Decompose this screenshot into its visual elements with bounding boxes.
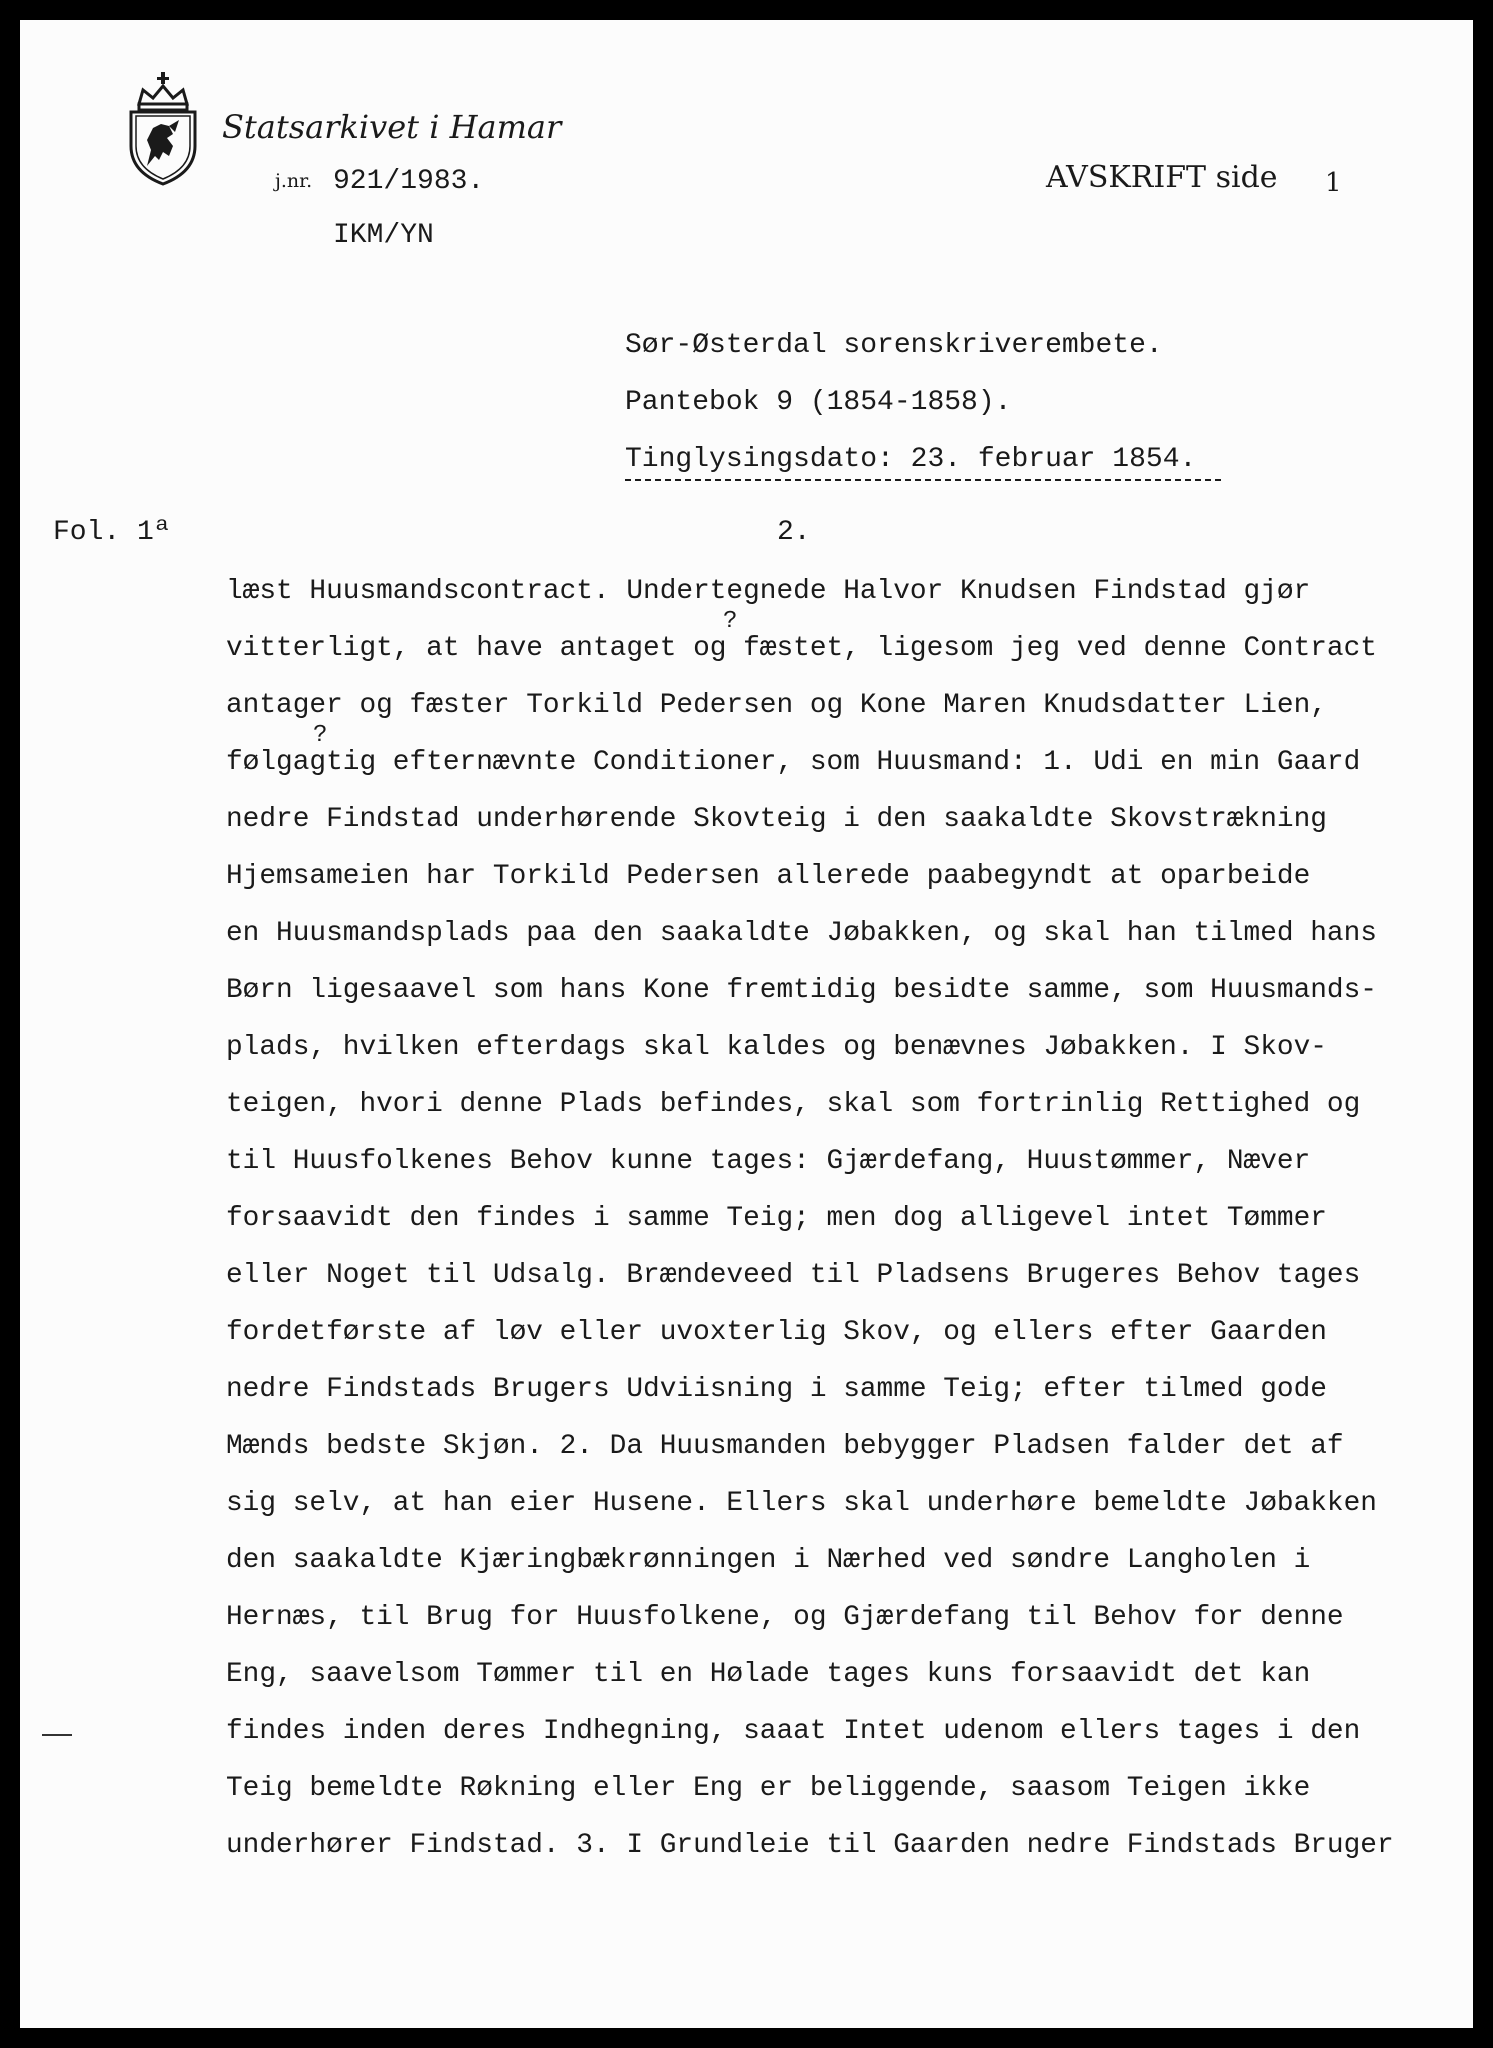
body-line: Teig bemeldte Røkning eller Eng er beliggende, saasom Teigen ikke	[226, 1773, 1311, 1804]
journal-number-label: j.nr.	[275, 170, 313, 192]
body-line: plads, hvilken efterdags skal kaldes og benævnes Jøbakken. I Skov-	[226, 1032, 1327, 1063]
body-line: Børn ligesaavel som hans Kone fremtidig besidte samme, som Huusmands-	[226, 975, 1377, 1006]
body-line: nedre Findstad underhørende Skovteig i den saakaldte Skovstrækning	[226, 804, 1327, 835]
body-line: følgagtig efternævnte Conditioner, som Huusmand: 1. Udi en min Gaard	[226, 747, 1361, 778]
body-line: teigen, hvori denne Plads befindes, skal som fortrinlig Rettighed og	[226, 1089, 1361, 1120]
page-number: 1	[1325, 168, 1342, 198]
court-office: Sør-Østerdal sorenskriverembete.	[625, 330, 1163, 361]
query-mark: ?	[723, 608, 738, 635]
body-line: underhører Findstad. 3. I Grundleie til Gaarden nedre Findstads Bruger	[226, 1830, 1394, 1861]
folio-label: Fol. 1ª	[53, 517, 171, 548]
body-line: Hernæs, til Brug for Huusfolkene, og Gjærdefang til Behov for denne	[226, 1602, 1344, 1633]
initials: IKM/YN	[333, 220, 434, 251]
query-mark: ?	[313, 722, 328, 749]
body-line: Eng, saavelsom Tømmer til en Hølade tages kuns forsaavidt det kan	[226, 1659, 1311, 1690]
body-line: fordetførste af løv eller uvoxterlig Skov, og ellers efter Gaarden	[226, 1317, 1327, 1348]
body-line: læst Huusmandscontract. Undertegnede Halvor Knudsen Findstad gjør	[226, 576, 1311, 607]
body-line: nedre Findstads Brugers Udviisning i samme Teig; efter tilmed gode	[226, 1374, 1327, 1405]
body-line: Mænds bedste Skjøn. 2. Da Huusmanden bebygger Pladsen falder det af	[226, 1431, 1344, 1462]
margin-dash	[42, 1734, 72, 1736]
body-line: sig selv, at han eier Husene. Ellers skal underhøre bemeldte Jøbakken	[226, 1488, 1377, 1519]
journal-number: 921/1983.	[333, 166, 485, 197]
mortgage-book: Pantebok 9 (1854-1858).	[625, 387, 1012, 418]
entry-number: 2.	[777, 517, 811, 548]
body-line: antager og fæster Torkild Pedersen og Kone Maren Knudsdatter Lien,	[226, 690, 1327, 721]
body-line: vitterligt, at have antaget og fæstet, ligesom jeg ved denne Contract	[226, 633, 1377, 664]
registration-date: Tinglysingsdato: 23. februar 1854.	[625, 444, 1197, 475]
body-line: til Huusfolkenes Behov kunne tages: Gjærdefang, Huustømmer, Næver	[226, 1146, 1311, 1177]
body-line: forsaavidt den findes i samme Teig; men dog alligevel intet Tømmer	[226, 1203, 1327, 1234]
document-type: AVSKRIFT side	[1046, 160, 1278, 195]
document-page	[20, 20, 1473, 2028]
body-line: eller Noget til Udsalg. Brændeveed til Pladsens Brugeres Behov tages	[226, 1260, 1361, 1291]
archive-name: Statsarkivet i Hamar	[222, 108, 562, 146]
body-line: den saakaldte Kjæringbækrønningen i Nærhed ved søndre Langholen i	[226, 1545, 1311, 1576]
date-underline	[625, 479, 1221, 481]
body-line: Hjemsameien har Torkild Pedersen allerede paabegyndt at oparbeide	[226, 861, 1311, 892]
coat-of-arms-logo	[125, 68, 201, 186]
body-line: findes inden deres Indhegning, saaat Intet udenom ellers tages i den	[226, 1716, 1361, 1747]
body-line: en Huusmandsplads paa den saakaldte Jøbakken, og skal han tilmed hans	[226, 918, 1377, 949]
